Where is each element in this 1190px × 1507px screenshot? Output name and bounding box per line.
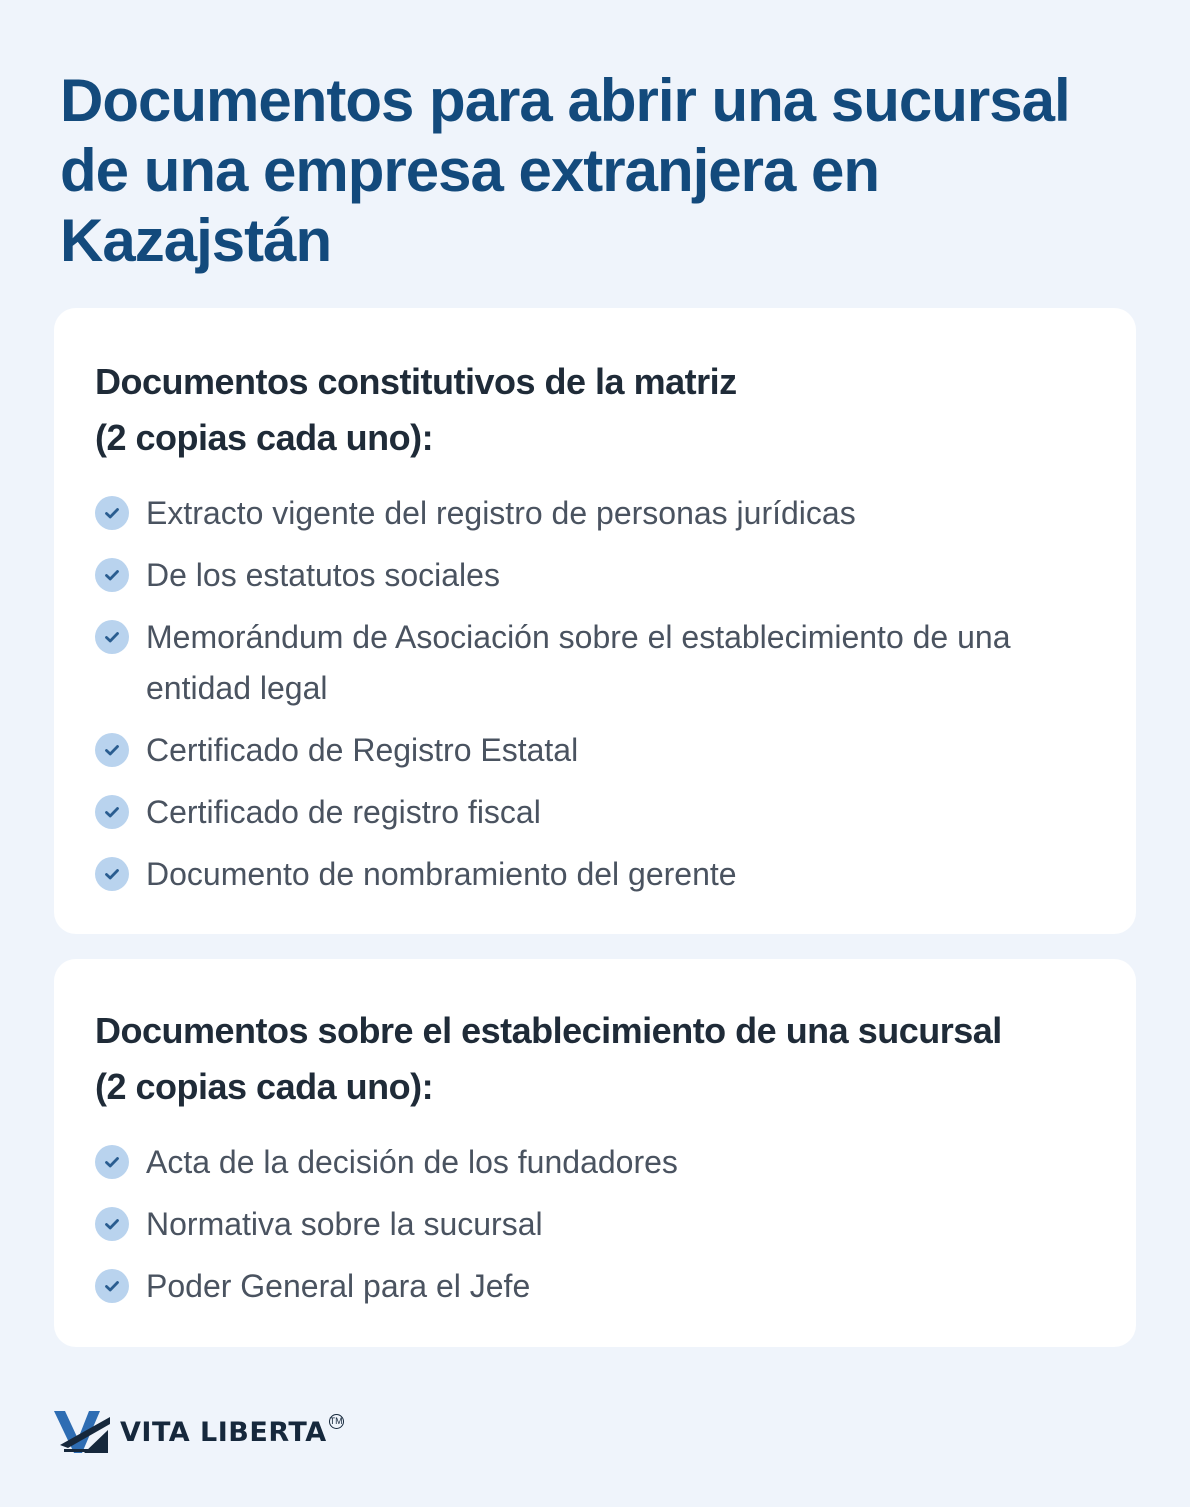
list-item-text: Acta de la decisión de los fundadores — [146, 1144, 678, 1180]
trademark-mark: TM — [329, 1414, 344, 1429]
list-item-text: Certificado de Registro Estatal — [146, 732, 579, 768]
list-item — [95, 488, 1096, 539]
page-title: Documentos para abrir una sucursal de una empresa extranjera en Kazajstán — [60, 67, 1070, 274]
check-circle-icon — [95, 795, 129, 829]
vita-liberta-logo-icon — [54, 1411, 110, 1453]
list-item — [95, 849, 1096, 900]
constitutive-documents-card — [54, 308, 1136, 934]
check-circle-icon — [95, 857, 129, 891]
list-item — [95, 612, 1096, 714]
card-heading — [95, 354, 1096, 466]
list-item-text: Certificado de registro fiscal — [146, 794, 541, 830]
list-item-text: De los estatutos sociales — [146, 557, 500, 593]
vita-liberta-logo — [54, 1410, 344, 1454]
check-circle-icon — [95, 558, 129, 592]
list-item — [95, 725, 1096, 776]
list-item-text: Poder General para el Jefe — [146, 1268, 531, 1304]
check-circle-icon — [95, 496, 129, 530]
logo-text: VITA LIBERTA — [120, 1416, 327, 1448]
check-circle-icon — [95, 1145, 129, 1179]
branch-establishment-card — [54, 959, 1136, 1347]
check-circle-icon — [95, 733, 129, 767]
check-circle-icon — [95, 620, 129, 654]
list-item-text: Normativa sobre la sucursal — [146, 1206, 543, 1242]
list-item — [95, 1199, 1096, 1250]
list-item — [95, 1137, 1096, 1188]
list-item — [95, 550, 1096, 601]
list-item-text: Documento de nombramiento del gerente — [146, 856, 737, 892]
document-list — [95, 488, 1096, 900]
list-item — [95, 1261, 1096, 1312]
list-item-text: Memorándum de Asociación sobre el establecimiento de una entidad legal — [146, 619, 1011, 706]
card-heading-line: (2 copias cada uno): — [95, 417, 434, 458]
card-heading — [95, 1003, 1096, 1115]
list-item-text: Extracto vigente del registro de personas jurídicas — [146, 495, 856, 531]
document-list — [95, 1137, 1096, 1312]
check-circle-icon — [95, 1207, 129, 1241]
card-heading-line: Documentos constitutivos de la matriz — [95, 361, 737, 402]
card-heading-line: (2 copias cada uno): — [95, 1066, 434, 1107]
card-heading-line: Documentos sobre el establecimiento de una sucursal — [95, 1010, 1002, 1051]
check-circle-icon — [95, 1269, 129, 1303]
list-item — [95, 787, 1096, 838]
